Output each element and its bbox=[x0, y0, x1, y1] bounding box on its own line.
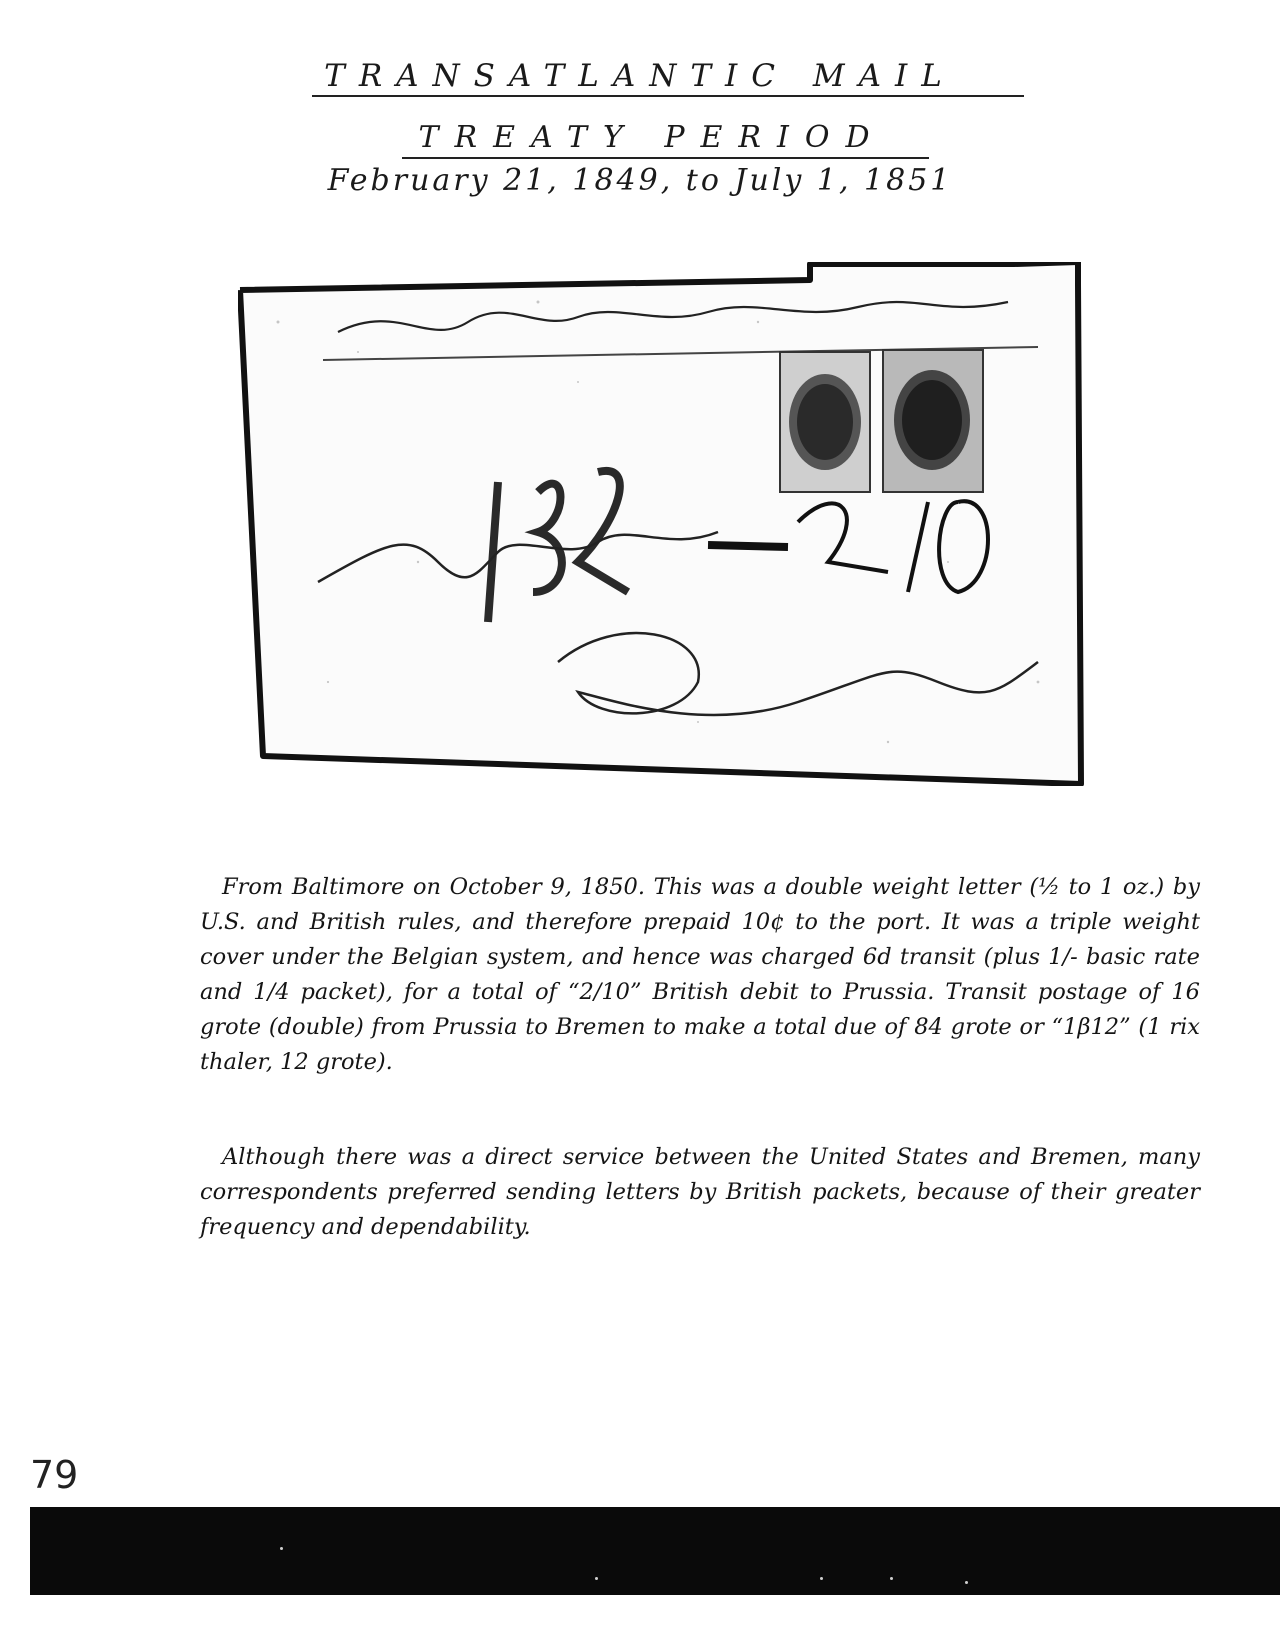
speckle bbox=[595, 1577, 598, 1580]
speckle bbox=[965, 1581, 968, 1584]
bottom-black-bar bbox=[30, 1507, 1280, 1595]
description-paragraph-1: From Baltimore on October 9, 1850. This was a double weight letter (½ to 1 oz.) by U.S. and British rules, and therefore prepaid 10¢ to the port. It was a triple weight cover under the Belgian system, and hence was charged 6d transit (plus 1/- basic rate and 1/4 packet), for a total of “2/10” British debit to Prussia. Transit postage of 16 grote (double) from Prussia to Bremen to make a total due of 84 grote or “1β12” (1 rix thaler, 12 grote). bbox=[200, 874, 1200, 1075]
speckle bbox=[820, 1577, 823, 1580]
cover-illustration bbox=[238, 262, 1118, 786]
cover-image bbox=[238, 262, 1118, 786]
description-paragraph-2: Although there was a direct service between the United States and Bremen, many correspondents preferred sending letters by British packets, because of their greater frequency and dependability. bbox=[200, 1144, 1200, 1240]
title-underline bbox=[312, 95, 1024, 97]
stamp-left bbox=[780, 352, 870, 492]
cover-border bbox=[240, 262, 1081, 784]
speckle bbox=[280, 1547, 283, 1550]
subtitle-underline bbox=[402, 157, 929, 159]
speckle bbox=[890, 1577, 893, 1580]
page-number: 79 bbox=[30, 1453, 79, 1497]
stamp-right bbox=[883, 350, 983, 492]
page-title: TRANSATLANTIC MAIL bbox=[324, 58, 956, 94]
page-subtitle: TREATY PERIOD bbox=[418, 120, 886, 155]
date-range: February 21, 1849, to July 1, 1851 bbox=[327, 163, 953, 198]
